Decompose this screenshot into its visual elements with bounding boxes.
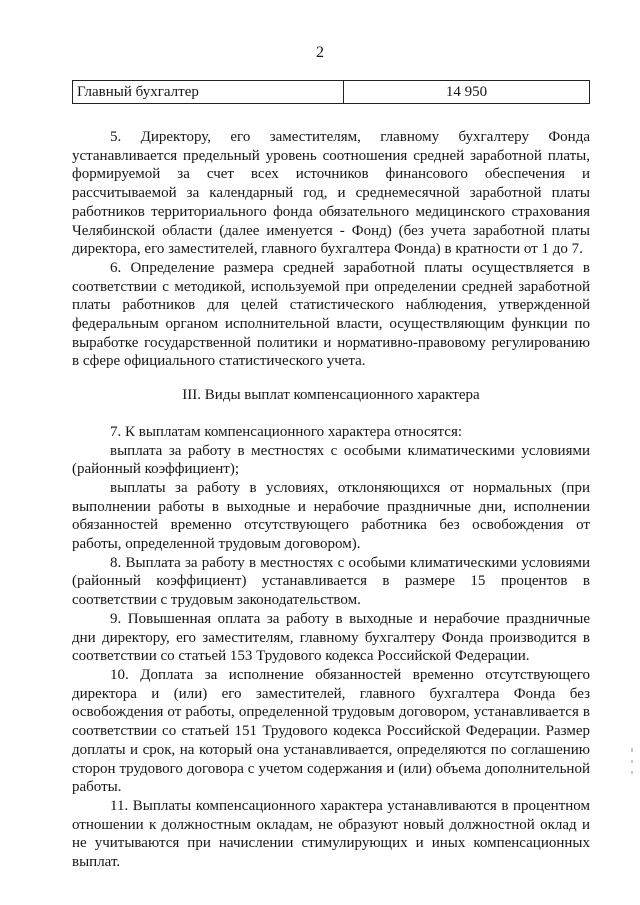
scan-edge-mark	[631, 760, 633, 763]
paragraph-6: 6. Определение размера средней заработной платы осуществляется в соответствии с методикой, используемой при определении средней заработной платы работников для целей статистического наблюдения, утвержденной федеральным органом исполнительной власти, осуществляющим функции по выработке государственной политики и нормативно-правовому регулированию в сфере официального статистического учета.	[72, 259, 590, 370]
document-body	[72, 128, 590, 872]
scan-edge-mark	[631, 748, 633, 752]
position-cell: Главный бухгалтер	[73, 81, 344, 104]
paragraph-7-item-2: выплаты за работу в условиях, отклоняющихся от нормальных (при выполнении работы в выходные и нерабочие праздничные дни, исполнении обязанностей временно отсутствующего работника без освобождения от работы, определенной трудовым договором).	[72, 479, 590, 553]
scan-edge-mark	[631, 771, 633, 774]
table-row	[73, 81, 590, 104]
amount-cell: 14 950	[344, 81, 590, 104]
section-heading: III. Виды выплат компенсационного характера	[182, 387, 480, 404]
page-number: 2	[316, 44, 324, 61]
paragraph-5: 5. Директору, его заместителям, главному бухгалтеру Фонда устанавливается предельный уровень соотношения средней заработной платы, формируемой за счет всех источников финансового обеспечения и рассчитываемой за календарный год, и среднемесячной заработной платы работников территориального фонда обязательного медицинского страхования Челябинской области (далее именуется - Фонд) (без учета заработной платы директора, его заместителей, главного бухгалтера Фонда) в кратности от 1 до 7.	[72, 129, 590, 258]
paragraph-9: 9. Повышенная оплата за работу в выходные и нерабочие праздничные дни директору, его заместителям, главному бухгалтеру Фонда производится в соответствии со статьей 153 Трудового кодекса Российской Федерации.	[72, 610, 590, 665]
paragraph-7-item-1: выплата за работу в местностях с особыми климатическими условиями (районный коэффициент);	[72, 442, 590, 478]
paragraph-11: 11. Выплаты компенсационного характера устанавливаются в процентном отношении к должностным окладам, не образуют новый должностной оклад и не учитываются при начислении стимулирующих и иных компенсационных выплат.	[72, 797, 590, 871]
paragraph-8: 8. Выплата за работу в местностях с особыми климатическими условиями (районный коэффициент) устанавливается в размере 15 процентов в соответствии с трудовым законодательством.	[72, 554, 590, 609]
paragraph-7: 7. К выплатам компенсационного характера относятся:	[110, 423, 463, 440]
paragraph-10: 10. Доплата за исполнение обязанностей временно отсутствующего директора и (или) его заместителей, главного бухгалтера Фонда без освобождения от работы, определенной трудовым договором, устанавливается в соответствии со статьей 151 Трудового кодекса Российской Федерации. Размер доплаты и срок, на который она устанавливается, определяются по соглашению сторон трудового договора с учетом содержания и (или) объема дополнительной работы.	[72, 666, 590, 796]
salary-table	[72, 80, 590, 104]
